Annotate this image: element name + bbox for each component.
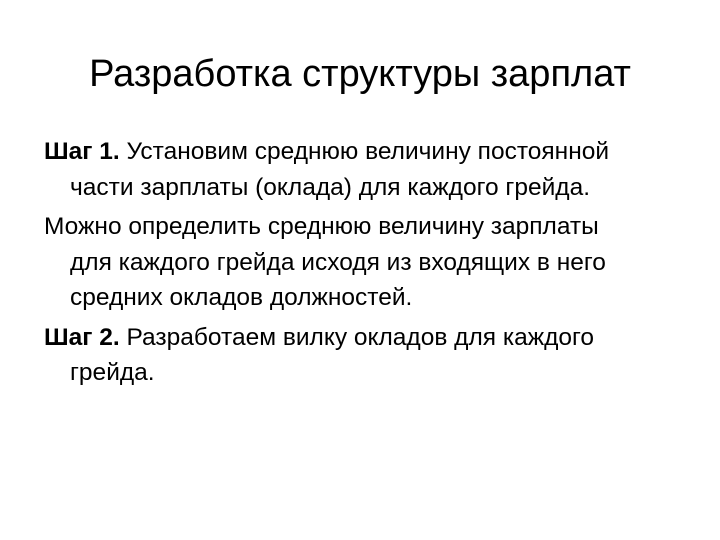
paragraph-step-2 [44,320,644,391]
paragraph-note [44,209,644,316]
step-2-text: Разработаем вилку окладов для каждого грейда. [70,323,595,386]
slide-title: Разработка структуры зарплат [89,53,631,95]
step-2-label: Шаг 2. [44,323,120,351]
slide-body [44,134,644,395]
step-1-label: Шаг 1. [44,138,120,165]
paragraph-step-1 [44,134,644,205]
step-1-text: Установим среднюю величину постоянной части зарплаты (оклада) для каждого грейда. [70,138,610,201]
note-text: Можно определить среднюю величину зарплаты для каждого грейда исходя из входящих в него средних окладов должностей. [44,213,606,311]
